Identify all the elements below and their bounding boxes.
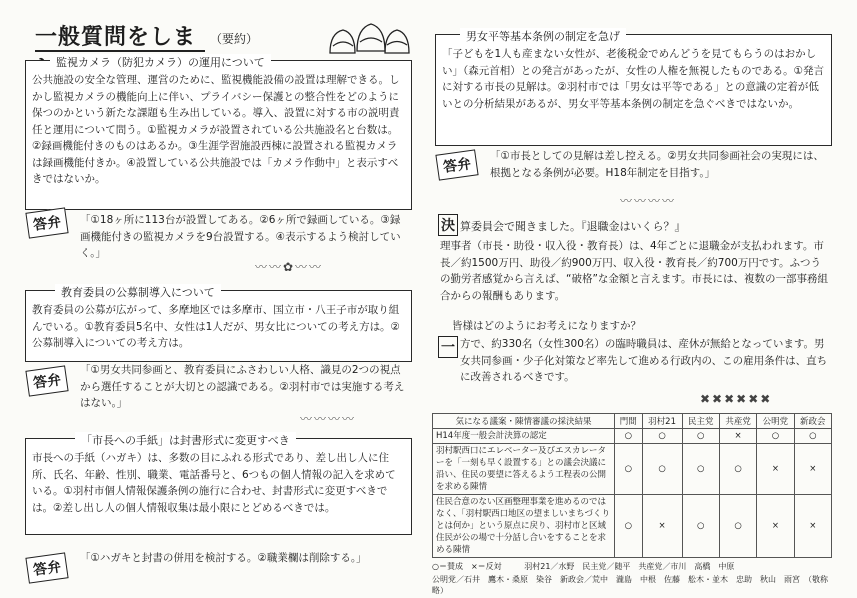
column-body-2: 方で、約330名（女性300名）の臨時職員は、産休が無給となっています。男女共同参画・少子化対策など率先して進める行政内の、この雇用条件は、直ちに改善されるべきです。 [460, 338, 828, 383]
vote-cell: ○ [615, 429, 643, 444]
table-row [433, 444, 832, 495]
table-members-2: 公明党／石井 鷹木・桑原 染谷 新政会／荒中 瀧島 中根 佐藤 舩木・並木 忠助 秋山 雨宮 （敬称略） [432, 575, 828, 595]
question-heading-education: 教育委員の公募制導入について [55, 284, 221, 300]
answer-tag-cctv: 答弁 [25, 207, 68, 238]
col-header: 門間 [615, 414, 643, 429]
vote-cell: ○ [757, 429, 794, 444]
vote-cell: × [642, 495, 682, 558]
chestnut-illustration [325, 18, 410, 58]
column-question: 皆様はどのようにお考えになりますか？ [452, 320, 641, 332]
question-body-education: 教育委員の公募が広がって、多摩地区では多摩市、国立市・八王子市が取り組んでいる。①教育委員5名中、女性は1人だが、男女比についての考え方は。②公募制導入についての考え方は。 [32, 304, 400, 349]
col-header: 羽村21 [642, 414, 682, 429]
ornament-divider-3: 〰〰〰〰 [620, 194, 677, 208]
column-heading: 算委員会で聞きました。『退職金はいくら？』 [460, 220, 686, 233]
col-header: 公明党 [757, 414, 794, 429]
vote-cell: ○ [642, 444, 682, 495]
vote-cell: ○ [682, 444, 719, 495]
answer-tag-letter: 答弁 [25, 552, 68, 583]
ornament-divider: 〰〰✿〰〰 [255, 260, 324, 274]
vote-cell: ○ [682, 429, 719, 444]
row-label: H14年度一般会計決算の認定 [433, 429, 615, 444]
column-body: 理事者（市長・助役・収入役・教育長）は、4年ごとに退職金が支払われます。市長／約1500万円、助役／約900万円、収入役・教育長／約700万円です。ふつうの勤労者感覚から言えば、“破格”な金額と言えます。市長には、複数の一部事務組合からの報酬もあります。 [440, 240, 829, 302]
column-initial-2: 一 [438, 336, 458, 358]
question-heading-letter: 「市長への手紙」は封書形式に変更すべき [75, 432, 296, 448]
question-body-cctv: 公共施設の安全な管理、運営のために、監視機能設備の設置は理解できる。しかし監視カメラの機能向上に伴い、プライバシー保護との整合性をどのように保つのかという新たな課題も生み出している。導入、設置に対する市の説明責任と運用について問う。①監視カメラが設置されている公共施設名と台数は。②録画機能付きのものはあるか。③生涯学習施設西棟に設置される監視カメラは録画機能付きか。④設置している公共施設では「カメラ作動中」と表示すべきではないか。 [32, 74, 400, 185]
col-header: 新政会 [794, 414, 831, 429]
answer-body-gender: 「①市長としての見解は差し控える。②男女共同参画社会の実現には、根拠となる条例が必要。H18年制定を目指す。」 [490, 150, 824, 179]
ornament-divider-4: ✖✖✖✖✖✖ [700, 392, 773, 406]
page-title: 一般質問をしま [35, 25, 197, 50]
answer-tag-education: 答弁 [25, 365, 68, 396]
vote-cell: ○ [642, 429, 682, 444]
column-initial: 決 [438, 214, 458, 236]
vote-cell: × [757, 444, 794, 495]
vote-results-table [432, 413, 832, 596]
table-legend: ○＝賛成 ×＝反対 [432, 562, 502, 571]
vote-cell: ○ [615, 495, 643, 558]
answer-body-letter: 「①ハガキと封書の併用を検討する。②職業欄は削除する。」 [80, 552, 367, 564]
vote-cell: ○ [794, 429, 831, 444]
page-subtitle: （要約） [210, 32, 259, 46]
answer-tag-gender: 答弁 [435, 149, 478, 180]
vote-cell: × [719, 429, 756, 444]
table-title: 気になる議案・陳情審議の採決結果 [433, 414, 615, 429]
row-label: 羽村駅西口にエレベーター及びエスカレーターを「一刻も早く設置する」との議会決議に沿い、住民の要望に答えるよう工程表の公開を求める陳情 [433, 444, 615, 495]
vote-cell: × [794, 495, 831, 558]
question-body-gender: 「子どもを1人も産まない女性が、老後税金でめんどうを見てもらうのはおかしい」（森元首相）との発言があったが、女性の人権を無視したものである。①発言に対する市長の見解は。②羽村市では「男女は平等である」との意識の定着が低いとの分析結果があるが、男女平等基本条例の制定を急ぐべきではないか。 [442, 48, 825, 110]
vote-cell: × [794, 444, 831, 495]
question-heading-gender: 男女平等基本条例の制定を急げ [460, 28, 626, 44]
row-label: 住民合意のない区画整理事業を進めるのではなく、「羽村駅西口地区の望ましいまちづくりとは何か」という原点に戻り、羽村市と区域住民が公の場で十分話し合いをすることを求める陳情 [433, 495, 615, 558]
vote-cell: ○ [682, 495, 719, 558]
vote-cell: ○ [615, 444, 643, 495]
col-header: 共産党 [719, 414, 756, 429]
col-header: 民主党 [682, 414, 719, 429]
ornament-divider-2: 〰〰〰〰 [300, 412, 357, 426]
page-header [35, 20, 205, 52]
answer-body-education: 「①男女共同参画と、教育委員にふさわしい人格、識見の2つの視点から選任することが大切との認識である。②羽村市では実施する考えはない。」 [80, 364, 405, 409]
question-body-letter: 市長への手紙（ハガキ）は、多数の目にふれる形式であり、差し出し人に住所、氏名、年齢、性別、職業、電話番号と、6つもの個人情報の記入を求めている。①羽村市個人情報保護条例の施行に合わせ、封書形式に変更すべきでは。②差し出し人の個人情報収集は最小限にとどめるべきでは。 [32, 452, 396, 514]
table-row [433, 429, 832, 444]
vote-cell: × [757, 495, 794, 558]
answer-body-cctv: 「①18ヶ所に113台が設置してある。②6ヶ所で録画している。③録画機能付きの監視カメラを9台設置する。④表示するよう検討していく。」 [80, 214, 401, 259]
question-heading-cctv: 監視カメラ（防犯カメラ）の運用について [50, 54, 271, 70]
table-members: 羽村21／水野 民主党／随平 共産党／市川 高橋 中原 [524, 562, 735, 571]
vote-cell: ○ [719, 495, 756, 558]
vote-cell: ○ [719, 444, 756, 495]
table-row [433, 495, 832, 558]
